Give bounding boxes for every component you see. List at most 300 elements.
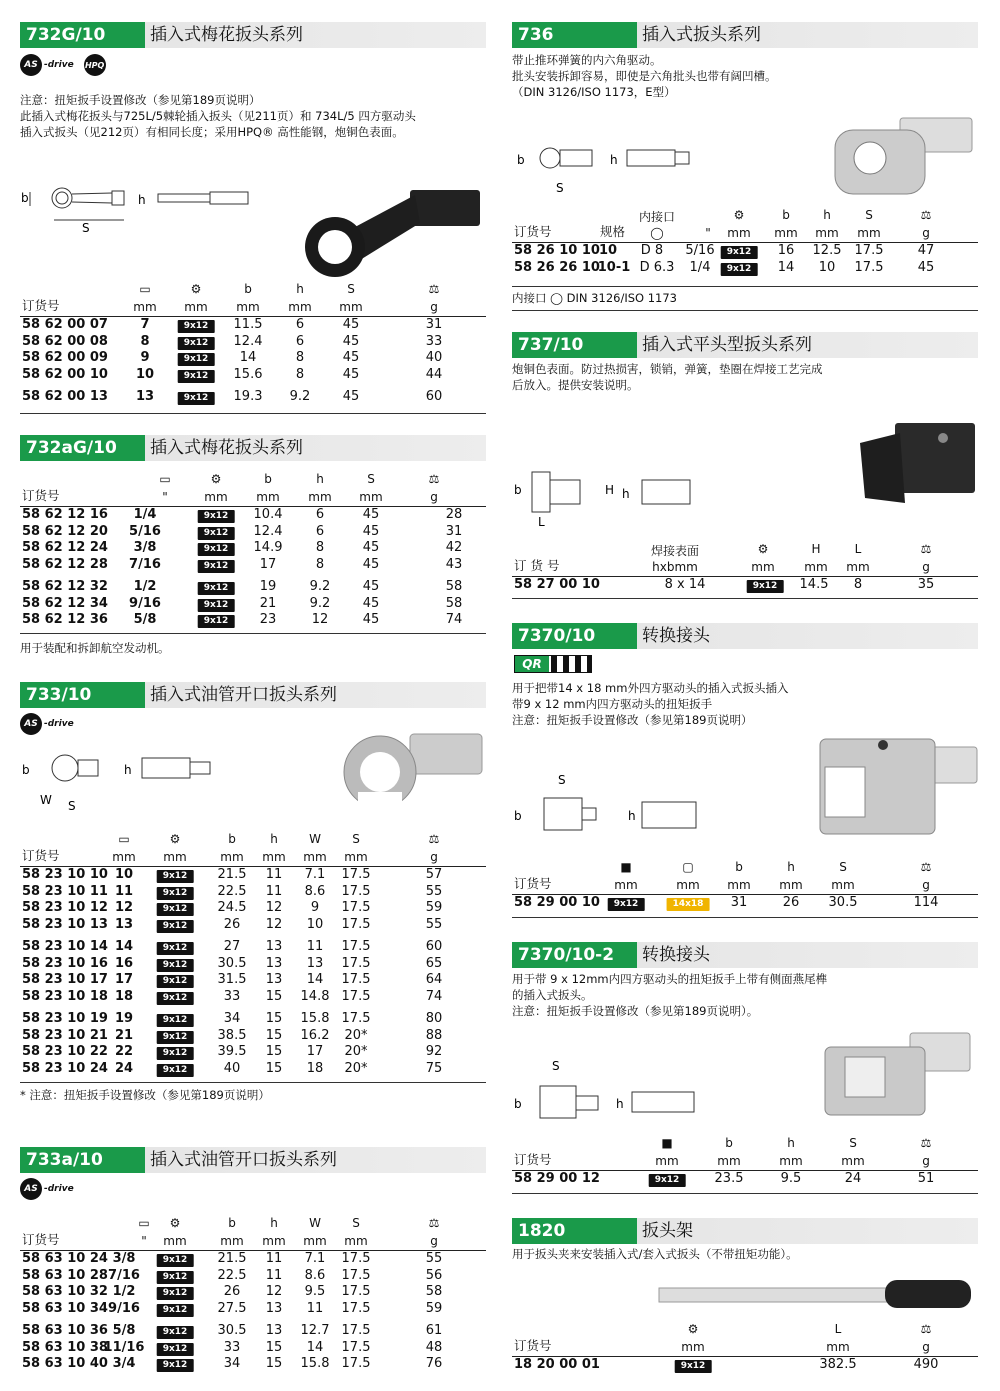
layout-span [157, 939, 194, 956]
layout-circle [318, 230, 352, 264]
s733-rows-2-3: 24.5 [217, 900, 247, 915]
layout-span [178, 389, 215, 406]
s733a-h-b-unit: mm [220, 1234, 244, 1248]
layout-div [20, 1147, 486, 1173]
s733-rows-9-6: 20* [344, 1027, 368, 1043]
dims-w: W [40, 793, 52, 807]
s736-h-inch: " [705, 226, 711, 240]
s732ag-rows-6-5: 45 [362, 612, 380, 627]
s733a-h-s-unit: mm [344, 1234, 368, 1248]
s732g-rows-3-6: 44 [425, 366, 443, 382]
s733a-rows-4-0: 58 63 10 36 [22, 1323, 108, 1338]
torque-wrench-icon: ⚙ [733, 208, 745, 222]
s1820-title: 扳头架 [642, 1221, 693, 1241]
s1820-h-g: g [922, 1340, 930, 1354]
s733-rows-10-6: 20* [344, 1044, 368, 1059]
layout-rect [410, 734, 482, 774]
qr-badge [514, 655, 592, 673]
dims-s: S [558, 773, 566, 787]
s732ag-rows-2-4: 8 [315, 540, 325, 555]
layout-span [157, 917, 194, 934]
layout-span [157, 900, 194, 917]
flare-nut-photo [330, 720, 490, 815]
as-drive-badge [20, 54, 106, 76]
table-row [20, 1356, 486, 1373]
table-row [512, 1357, 978, 1374]
layout-span [198, 524, 235, 541]
s733-rows-7-5: 14.8 [300, 988, 330, 1004]
s736-rows-1-5: 14 [777, 259, 795, 275]
s732ag-rows-3-1: 7/16 [129, 556, 161, 572]
layout-div [512, 286, 978, 287]
s732ag-h-h: h [316, 472, 324, 486]
s736-title: 插入式扳头系列 [642, 25, 761, 45]
s733a-rows-1-1: 7/16 [108, 1267, 140, 1283]
adapter2-drawing [512, 1058, 712, 1128]
s732ag-rows-6-1: 5/8 [133, 612, 157, 627]
section-note: 用于带 9 x 12mm内四方驱动头的扭矩扳手上带有侧面燕尾榫 的插入式扳头。 注意：扭矩扳手设置修改（参见第189页说明）。 [512, 972, 828, 1018]
dims-h: h [616, 1097, 624, 1111]
s7370-h-order: 订货号 [514, 876, 552, 891]
s733a-rows-3-6: 17.5 [341, 1300, 371, 1316]
s736-rows-1-6: 10 [818, 259, 836, 275]
section-737 [512, 332, 978, 358]
section-7370-2 [512, 942, 978, 968]
ring-wrench-drawing [20, 180, 260, 240]
weight-icon: ⚖ [920, 1322, 932, 1336]
square-inlet-icon: ▢ [682, 860, 694, 874]
s733-rows-2-7: 59 [425, 900, 443, 915]
table-row [20, 900, 486, 917]
s732ag-rows-5-3: 21 [259, 595, 277, 611]
s733-rows-4-6: 17.5 [341, 939, 371, 954]
s732ag-rows-0-5: 45 [362, 507, 380, 522]
dims-H: H [605, 483, 615, 497]
s733-rows-2-2: 9x12 [157, 903, 194, 916]
s1820-rows-0-3: 490 [913, 1357, 939, 1372]
dims-L: L [538, 515, 545, 529]
s733-rows-11-0: 58 23 10 24 [22, 1060, 108, 1076]
s733a-h-drive-unit: mm [163, 1234, 187, 1248]
s733a-h-b: b [228, 1216, 236, 1230]
layout-span [198, 596, 235, 613]
layout-span [721, 243, 758, 260]
layout-span [608, 895, 645, 912]
torque-wrench-icon: ⚙ [169, 1216, 181, 1230]
s733a-rows-0-6: 17.5 [341, 1251, 371, 1266]
s732ag-rows-3-0: 58 62 12 28 [22, 556, 108, 572]
layout-rect [885, 1280, 971, 1308]
s733-rows-3-2: 9x12 [157, 920, 194, 933]
s733-rows-6-7: 64 [425, 972, 443, 987]
s736-rows-0-6: 12.5 [812, 243, 842, 258]
table-row [20, 1268, 486, 1285]
s733-rows-4-7: 60 [425, 939, 443, 954]
s732g-rows-2-5: 45 [342, 350, 360, 365]
layout-circle [938, 433, 948, 443]
s733-rows-0-4: 11 [265, 867, 283, 882]
s733a-h-w-unit: mm [303, 1234, 327, 1248]
s732g-h-b-unit: mm [236, 300, 260, 314]
s733-rows-11-5: 18 [306, 1060, 324, 1076]
layout-div [512, 310, 978, 311]
table-row [512, 243, 978, 260]
s7370-2-h-sq-unit: mm [655, 1154, 679, 1168]
layout-div [512, 1218, 978, 1244]
s733a-rows-1-5: 8.6 [304, 1267, 326, 1283]
s733a-h-w: W [309, 1216, 321, 1230]
layout-circle [878, 740, 888, 750]
s733-rows-11-4: 15 [265, 1060, 283, 1076]
s733-h-b: b [228, 832, 236, 846]
layout-rect [627, 150, 675, 166]
s733-rows-11-2: 9x12 [157, 1064, 194, 1077]
bit-holder-photo [830, 108, 980, 198]
layout-rect [582, 808, 596, 820]
layout-rect [560, 150, 592, 166]
table-row [20, 1028, 486, 1045]
ring-size-icon: ▭ [159, 472, 171, 486]
s736-rows-1-7: 17.5 [854, 259, 884, 275]
s732g-rows-2-6: 40 [425, 350, 443, 365]
s733a-rows-2-4: 12 [265, 1284, 283, 1299]
s733-rows-1-3: 22.5 [217, 883, 247, 899]
dim-h: h [138, 193, 146, 207]
layout-span [157, 884, 194, 901]
layout-path [860, 433, 905, 503]
layout-span [157, 1268, 194, 1285]
s737-code: 737/10 [512, 332, 637, 358]
dims-b: b [22, 763, 30, 777]
table-row [20, 612, 486, 629]
s737-h-L-unit: mm [846, 560, 870, 574]
layout-span [157, 956, 194, 973]
s733-rows-5-7: 65 [425, 955, 443, 971]
s733-badge1: AS [20, 713, 42, 735]
layout-span [667, 895, 710, 912]
s733-rows-2-5: 9 [310, 900, 320, 915]
s732g-h-h: h [296, 282, 304, 296]
s733a-rows-6-3: 34 [223, 1356, 241, 1371]
s732g-rows-0-5: 45 [342, 317, 360, 332]
layout-div [512, 942, 978, 968]
layout-div [512, 332, 978, 358]
layout-rect [358, 792, 402, 812]
section-header [20, 22, 486, 48]
s733-rows-1-0: 58 23 10 11 [22, 883, 108, 899]
s733a-rows-0-3: 21.5 [217, 1251, 247, 1266]
layout-div [20, 832, 486, 866]
table-row [20, 1061, 486, 1078]
drive-chip: 9x12 [178, 320, 215, 333]
bit-holder-drawing [512, 138, 712, 198]
table-row [20, 389, 486, 406]
s732ag-title: 插入式梅花扳头系列 [150, 438, 303, 458]
s732ag-rows-2-1: 3/8 [133, 540, 157, 555]
s732ag-rows-4-2: 9x12 [198, 582, 235, 595]
s733-rows-6-4: 13 [265, 972, 283, 987]
adapter-photo [815, 727, 980, 837]
s733-rows-11-6: 20* [344, 1060, 368, 1076]
s733a-rows-6-7: 76 [425, 1356, 443, 1371]
layout-div [512, 623, 978, 649]
layout-span [721, 260, 758, 277]
s733a-rows-0-4: 11 [265, 1251, 283, 1266]
s732ag-h-size-unit: " [162, 490, 168, 504]
s733-rows-8-5: 15.8 [300, 1011, 330, 1026]
layout-circle [854, 142, 886, 174]
table-row [20, 1251, 486, 1268]
torque-wrench-icon: ⚙ [757, 542, 769, 556]
section-note: 带止推环弹簧的内六角驱动。 批头安装拆卸容易，即使是六角批头也带有阔凹槽。 （DIN 3126/ISO 1173，E型） [512, 53, 777, 99]
layout-div [20, 1082, 486, 1083]
s736-rows-0-4: 9x12 [721, 246, 758, 259]
s1820-h-L: L [834, 1322, 842, 1336]
s7370-2-h-s: S [849, 1136, 857, 1150]
table-row [20, 524, 486, 541]
s737-h-drive-unit: mm [751, 560, 775, 574]
s733-rows-0-5: 7.1 [304, 867, 326, 882]
s732ag-rows-6-2: 9x12 [198, 615, 235, 628]
s732ag-rows-6-0: 58 62 12 36 [22, 612, 108, 627]
s733-rows-5-1: 16 [114, 955, 134, 971]
s733a-rows-1-6: 17.5 [341, 1267, 371, 1283]
s736-h-s: S [865, 208, 873, 222]
s732ag-rows-1-3: 12.4 [253, 523, 283, 539]
s1820-code: 1820 [512, 1218, 637, 1244]
s736-rows-0-8: 47 [917, 243, 935, 258]
layout-rect [544, 798, 582, 830]
table-row [20, 1340, 486, 1357]
s732g-rows-0-1: 7 [140, 317, 150, 332]
s733-rows-3-5: 10 [306, 916, 324, 932]
table-736 [512, 208, 978, 276]
s7370-h-drive-unit: mm [676, 878, 700, 892]
table-row [512, 1171, 978, 1188]
s733-rows-11-7: 75 [425, 1060, 443, 1076]
s732g-rows-2-4: 8 [295, 350, 305, 365]
layout-span [157, 1028, 194, 1045]
s7370-2-rows-0-1: 9x12 [649, 1174, 686, 1187]
torque-wrench-icon: ⚙ [687, 1322, 699, 1336]
layout-rect [642, 480, 690, 504]
s7370-2-h-order: 订货号 [514, 1152, 552, 1167]
layout-rect [659, 1288, 899, 1302]
s732ag-rows-5-5: 45 [362, 595, 380, 611]
layout-rect [190, 762, 210, 774]
s733-rows-8-4: 15 [265, 1011, 283, 1026]
s7370-badge: QR [515, 656, 549, 672]
s736-h-order: 订货号 [514, 224, 552, 239]
layout-div [20, 1216, 486, 1250]
s7370-2-rows-0-2: 23.5 [714, 1171, 744, 1186]
s7370-2-h-b-unit: mm [717, 1154, 741, 1168]
s7370-2-h-b: b [725, 1136, 733, 1150]
layout-circle [56, 192, 68, 204]
s7370-title: 转换接头 [642, 626, 710, 646]
s732ag-rows-2-0: 58 62 12 24 [22, 540, 108, 555]
s733a-rows-3-7: 59 [425, 1300, 443, 1316]
s733-rows-4-3: 27 [223, 939, 241, 954]
s732ag-rows-1-6: 31 [445, 523, 463, 539]
s733-rows-10-4: 15 [265, 1044, 283, 1059]
s733a-rows-0-5: 7.1 [304, 1251, 326, 1266]
s733a-rows-5-3: 33 [223, 1339, 241, 1355]
table-row [20, 579, 486, 596]
s732ag-rows-0-1: 1/4 [133, 507, 157, 522]
table-732ag [20, 472, 486, 629]
s736-rows-1-1: 10-1 [597, 259, 631, 275]
s732ag-rows-4-0: 58 62 12 32 [22, 579, 108, 594]
s7370-2-title: 转换接头 [642, 945, 710, 965]
s733-h-s: S [352, 832, 360, 846]
s733-rows-5-4: 13 [265, 955, 283, 971]
table-7370 [512, 860, 978, 912]
s7370-2-h-g: g [922, 1154, 930, 1168]
s733a-rows-2-1: 1/2 [112, 1284, 136, 1299]
s733-rows-6-2: 9x12 [157, 975, 194, 988]
s733-rows-6-5: 14 [306, 972, 324, 987]
s733a-rows-4-5: 12.7 [300, 1323, 330, 1338]
s733a-rows-6-4: 15 [265, 1356, 283, 1371]
layout-div [20, 413, 486, 414]
s732g-rows-1-4: 6 [295, 333, 305, 349]
s732g-rows-1-1: 8 [140, 333, 150, 349]
s736-h-b-unit: mm [774, 226, 798, 240]
s733-rows-1-1: 11 [114, 883, 134, 899]
s733-rows-9-4: 15 [265, 1027, 283, 1043]
s732ag-rows-1-5: 45 [362, 523, 380, 539]
s733a-rows-5-7: 48 [425, 1339, 443, 1355]
s733a-code: 733a/10 [20, 1147, 145, 1173]
layout-div [512, 1322, 978, 1356]
s733a-h-h-unit: mm [262, 1234, 286, 1248]
table-row [20, 1301, 486, 1318]
layout-span [198, 557, 235, 574]
s7370-h-b: b [735, 860, 743, 874]
layout-rect [642, 802, 696, 828]
section-732ag [20, 435, 486, 461]
s733-rows-0-1: 10 [114, 867, 134, 882]
table-row [20, 884, 486, 901]
adapter2-photo [815, 1025, 980, 1125]
s733-rows-0-0: 58 23 10 10 [22, 867, 108, 882]
s733a-rows-3-4: 13 [265, 1300, 283, 1316]
drive-chip: 9x12 [178, 353, 215, 366]
dim-s: S [82, 221, 90, 235]
s733-rows-3-7: 55 [425, 916, 443, 932]
s732g-rows-4-3: 19.3 [233, 389, 263, 404]
as-drive-badge [20, 1178, 74, 1200]
s7370-h-h-unit: mm [779, 878, 803, 892]
s737-h-H-unit: mm [804, 560, 828, 574]
s732ag-rows-1-0: 58 62 12 20 [22, 523, 108, 539]
s732ag-rows-4-6: 58 [445, 579, 463, 594]
dims-b: b [514, 809, 522, 823]
s732g-rows-4-4: 9.2 [289, 389, 311, 404]
s732ag-rows-5-6: 58 [445, 595, 463, 611]
table-row [20, 972, 486, 989]
layout-rect [210, 192, 248, 204]
layout-circle [540, 148, 560, 168]
s733-title: 插入式油管开口扳头系列 [150, 685, 337, 705]
layout-line [72, 193, 112, 194]
s733a-h-h: h [270, 1216, 278, 1230]
s1820-h-L-unit: mm [826, 1340, 850, 1354]
s7370-rows-0-6: 114 [913, 895, 939, 910]
layout-span [198, 507, 235, 524]
table-row [20, 334, 486, 351]
s736-h-spec: 规格 [600, 224, 626, 239]
layout-div [512, 1136, 978, 1170]
s736-rows-0-3: 5/16 [685, 243, 715, 258]
table-row [20, 1011, 486, 1028]
s733-rows-10-0: 58 23 10 22 [22, 1044, 108, 1059]
s733-rows-0-3: 21.5 [217, 867, 247, 882]
s733-rows-6-6: 17.5 [341, 972, 371, 987]
section-733a [20, 1147, 486, 1173]
weight-icon: ⚖ [428, 1216, 440, 1230]
layout-rect [158, 194, 210, 202]
s733-h-s-unit: mm [344, 850, 368, 864]
s733-h-w-unit: mm [303, 850, 327, 864]
s732ag-rows-6-6: 74 [445, 612, 463, 627]
weight-icon: ⚖ [920, 542, 932, 556]
layout-span [178, 317, 215, 334]
s733-rows-2-1: 12 [114, 900, 134, 915]
dims-h: h [628, 809, 636, 823]
s733-rows-5-6: 17.5 [341, 955, 371, 971]
layout-rect [632, 1092, 694, 1112]
s733a-badge1: AS [20, 1178, 42, 1200]
s733-rows-8-7: 80 [425, 1011, 443, 1026]
s7370-2-rows-0-4: 24 [844, 1171, 862, 1186]
layout-span [157, 1323, 194, 1340]
s737-rows-0-2: 9x12 [747, 580, 784, 593]
s7370-2-code: 7370/10-2 [512, 942, 637, 968]
s733a-rows-2-7: 58 [425, 1284, 443, 1299]
s732g-rows-3-4: 8 [295, 366, 305, 382]
s733a-rows-1-4: 11 [265, 1267, 283, 1283]
s732g-rows-3-1: 10 [135, 366, 155, 382]
s732ag-rows-0-3: 10.4 [253, 507, 283, 522]
drive-chip: 9x12 [178, 370, 215, 383]
layout-span [198, 540, 235, 557]
s737-h-H: H [811, 542, 821, 556]
s733a-rows-6-1: 3/4 [112, 1356, 136, 1371]
layout-div [512, 542, 978, 576]
s733-rows-6-3: 31.5 [217, 972, 247, 987]
s732ag-rows-0-2: 9x12 [198, 510, 235, 523]
s733-rows-7-1: 18 [114, 988, 134, 1004]
layout-div [20, 682, 486, 708]
s733-rows-8-6: 17.5 [341, 1011, 371, 1026]
s733a-rows-3-5: 11 [306, 1300, 324, 1316]
s1820-rows-0-0: 18 20 00 01 [514, 1357, 600, 1372]
section-note: 注意：扭矩扳手设置修改（参见第189页说明） 此插入式梅花扳头与725L/5棘轮插入扳头（见211页）和 734L/5 四方驱动头 插入式扳头（见212页）有相同长度；采用HPQ® 高性能钢，炮铜色表面。 [20, 93, 416, 139]
s733a-rows-3-1: 9/16 [108, 1300, 140, 1316]
layout-rect [112, 191, 124, 205]
s733-rows-5-2: 9x12 [157, 959, 194, 972]
table-732g [20, 282, 486, 406]
s733-rows-10-3: 39.5 [217, 1044, 247, 1059]
s733a-rows-5-0: 58 63 10 38 [22, 1339, 108, 1355]
layout-rect [825, 767, 865, 817]
table-1820 [512, 1322, 978, 1374]
s733a-rows-4-6: 17.5 [341, 1323, 371, 1338]
s1820-h-drive-unit: mm [681, 1340, 705, 1354]
s732g-rows-1-3: 12.4 [233, 333, 263, 349]
